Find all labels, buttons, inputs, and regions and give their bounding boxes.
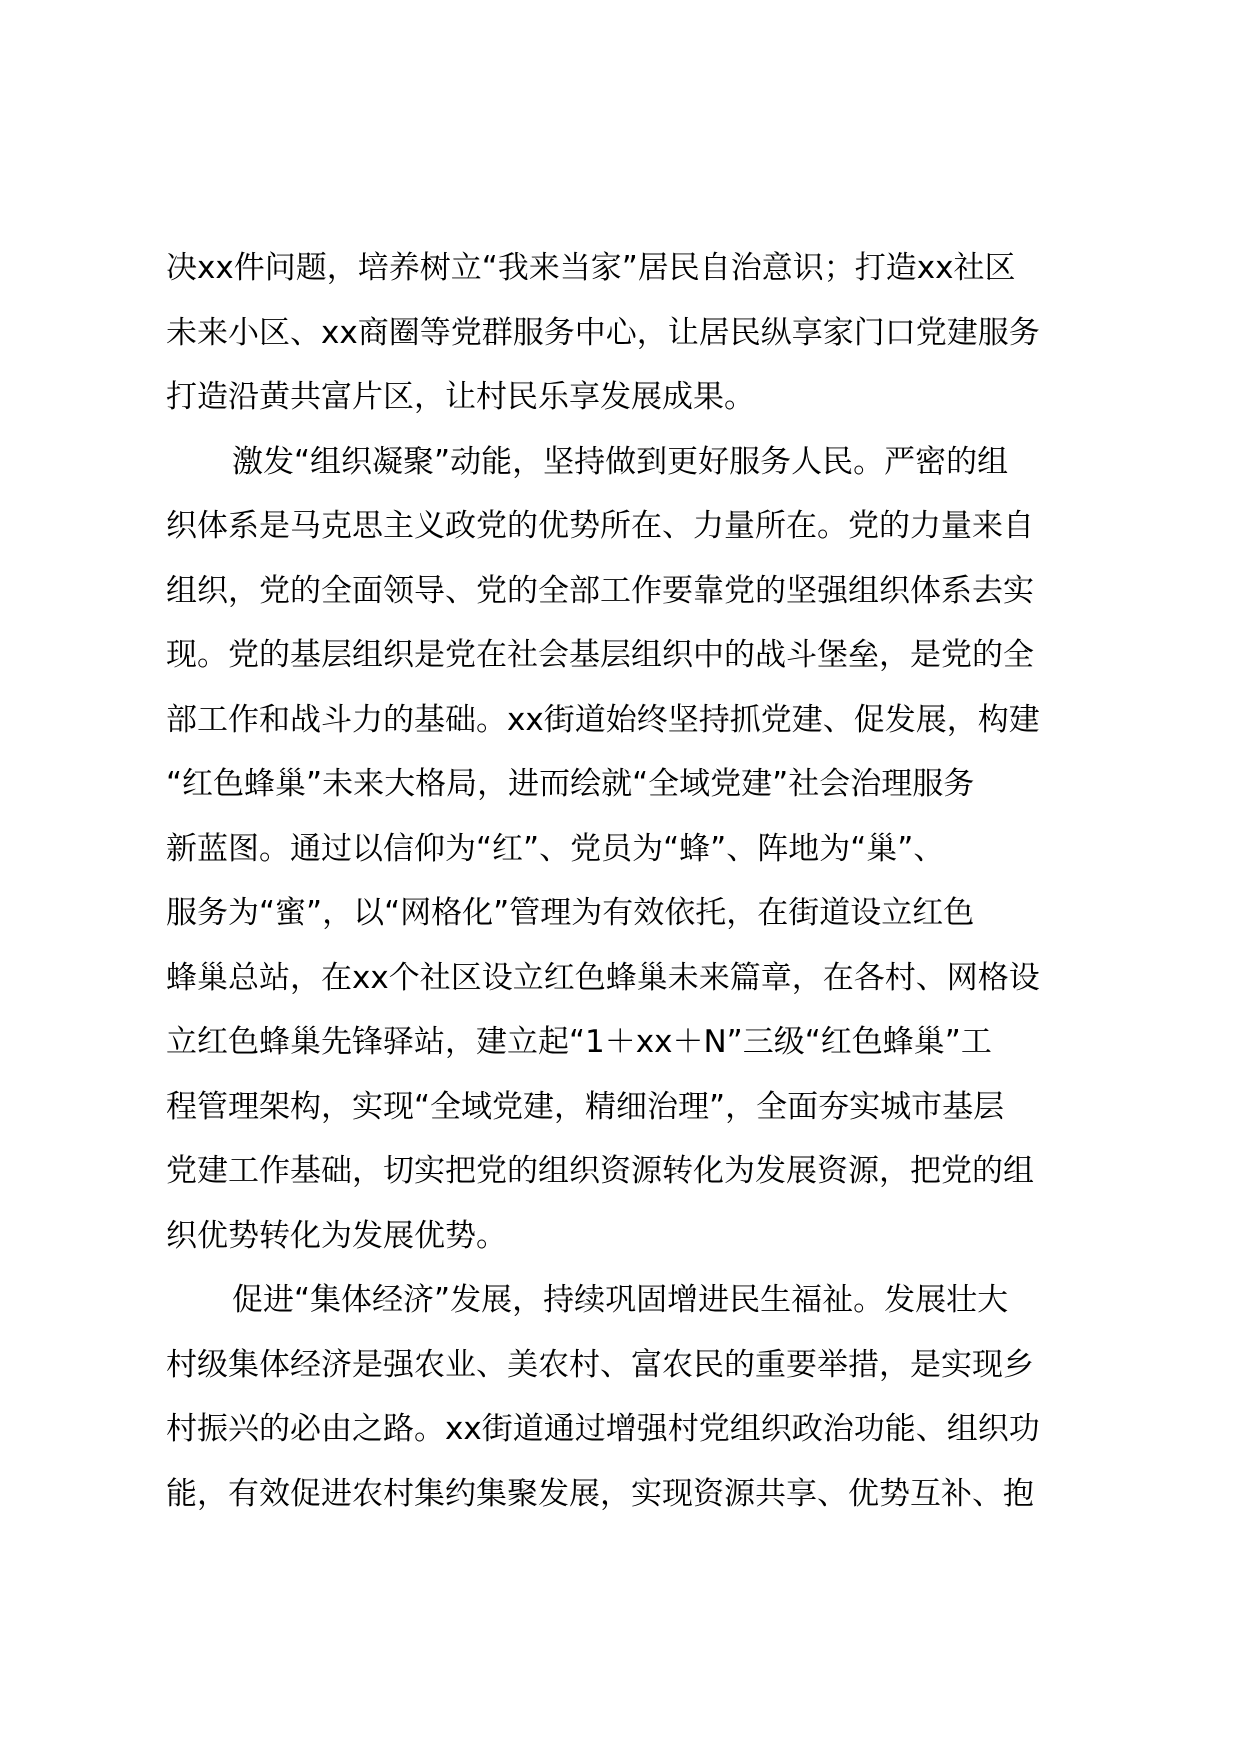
paragraph-line: 程管理架构，实现“全域党建，精细治理”，全面夯实城市基层: [166, 1088, 1005, 1125]
paragraph-line: 村级集体经济是强农业、美农村、富农民的重要举措，是实现乡: [166, 1346, 1034, 1383]
paragraph-line: 立红色蜂巢先锋驿站，建立起“1＋xx＋N”三级“红色蜂巢”工: [166, 1024, 992, 1060]
document-body: [166, 236, 1101, 1526]
paragraph-3: [166, 1268, 1101, 1526]
paragraph-line: 促进“集体经济”发展，持续巩固增进民生福祉。发展壮大: [232, 1282, 1009, 1318]
paragraph-line: 党建工作基础，切实把党的组织资源转化为发展资源，把党的组: [166, 1153, 1034, 1189]
paragraph-line: 组织，党的全面领导、党的全部工作要靠党的坚强组织体系去实: [166, 572, 1034, 609]
paragraph-line: 蜂巢总站，在xx个社区设立红色蜂巢未来篇章，在各村、网格设: [166, 959, 1040, 996]
paragraph-line: 新蓝图。通过以信仰为“红”、党员为“蜂”、阵地为“巢”、: [166, 830, 945, 867]
paragraph-line: 激发“组织凝聚”动能，坚持做到更好服务人民。严密的组: [232, 443, 1009, 480]
paragraph-line: 未来小区、xx商圈等党群服务中心，让居民纵享家门口党建服务: [166, 314, 1040, 351]
paragraph-1: [166, 236, 1101, 430]
paragraph-line: 部工作和战斗力的基础。xx街道始终坚持抓党建、促发展，构建: [166, 701, 1040, 738]
paragraph-2: [166, 430, 1101, 1269]
paragraph-line: 决xx件问题，培养树立“我来当家”居民自治意识；打造xx社区: [166, 250, 1016, 286]
paragraph-line: 现。党的基层组织是党在社会基层组织中的战斗堡垒，是党的全: [166, 637, 1034, 673]
paragraph-line: 村振兴的必由之路。xx街道通过增强村党组织政治功能、组织功: [166, 1411, 1040, 1447]
paragraph-line: “红色蜂巢”未来大格局，进而绘就“全域党建”社会治理服务: [166, 766, 975, 802]
paragraph-line: 打造沿黄共富片区，让村民乐享发展成果。: [166, 379, 755, 415]
paragraph-line: 服务为“蜜”，以“网格化”管理为有效依托，在街道设立红色: [166, 895, 975, 931]
paragraph-line: 能，有效促进农村集约集聚发展，实现资源共享、优势互补、抱: [166, 1475, 1034, 1512]
paragraph-line: 织体系是马克思主义政党的优势所在、力量所在。党的力量来自: [166, 508, 1034, 544]
paragraph-line: 织优势转化为发展优势。: [166, 1217, 507, 1254]
